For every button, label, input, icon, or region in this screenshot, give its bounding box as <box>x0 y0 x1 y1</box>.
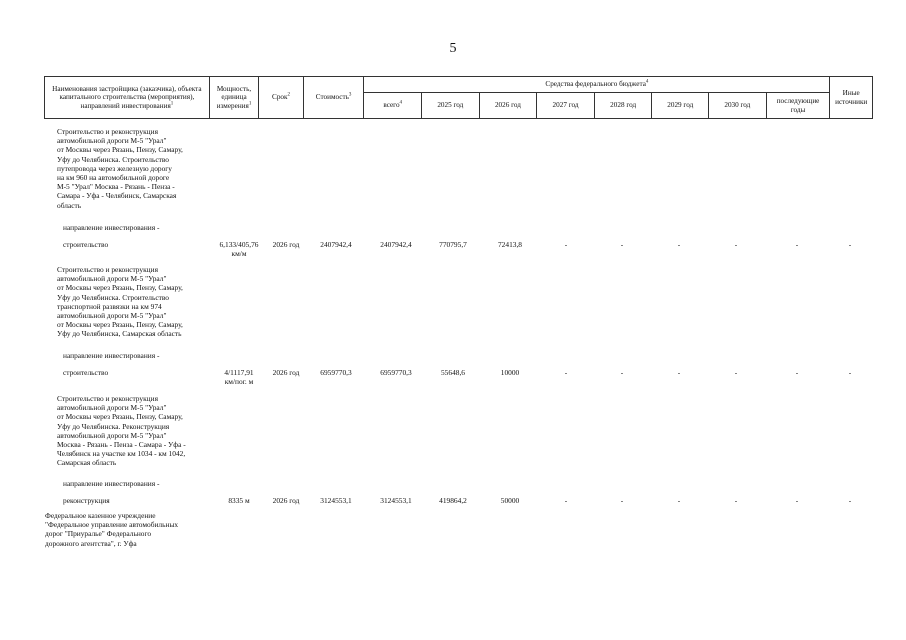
y2025-cell: 55648,6 <box>440 368 466 377</box>
header-year: 2030 год <box>709 93 767 119</box>
term-cell: 2026 год <box>272 368 300 377</box>
header-year: 2025 год <box>422 93 480 119</box>
y2027-cell: - <box>564 240 568 249</box>
later-years-cell: - <box>795 240 799 249</box>
row-label: строительство <box>63 368 109 377</box>
header-name: Наименования застройщика (заказчика), объекта капитального строительства (мероприятия), направлений инвестирования$^1$ <box>45 77 210 119</box>
term-cell: 2026 год <box>272 240 300 249</box>
object-description: Строительство и реконструкция автомобильной дороги М-5 "Урал" от Москвы через Рязань, Пензу, Самару, Уфу до Челябинска. Строительство транспортной развязки на км 974 автомобильной дороги М-5 "Урал" от Москвы через Рязань, Пензу, Самару, Уфу до Челябинска, Самарская область <box>57 265 183 339</box>
page-number: 5 <box>449 41 457 56</box>
capacity-cell: 4/1117,91 км/пог. м <box>224 368 254 387</box>
total-cell: 3124553,1 <box>380 496 412 505</box>
capacity-cell: 6,133/405,76 км/м <box>219 240 259 259</box>
cost-cell: 3124553,1 <box>320 496 352 505</box>
y2026-cell: 10000 <box>500 368 520 377</box>
term-cell: 2026 год <box>272 496 300 505</box>
header-year: 2029 год <box>652 93 709 119</box>
y2027-cell: - <box>564 496 568 505</box>
other-sources-cell: - <box>848 368 852 377</box>
y2025-cell: 770795,7 <box>439 240 467 249</box>
direction-label: направление инвестирования - <box>63 351 160 360</box>
header-cost: Стоимость$^3$ <box>303 77 364 119</box>
y2029-cell: - <box>677 368 681 377</box>
y2028-cell: - <box>620 496 624 505</box>
header-capacity: Мощность, единица измерения$^1$ <box>209 77 259 119</box>
cost-cell: 6959770,3 <box>320 368 352 377</box>
table-header <box>44 76 873 119</box>
direction-label: направление инвестирования - <box>63 479 160 488</box>
later-years-cell: - <box>795 496 799 505</box>
y2025-cell: 419864,2 <box>439 496 467 505</box>
header-other-sources: Иные источники <box>830 77 873 119</box>
y2028-cell: - <box>620 240 624 249</box>
later-years-cell: - <box>795 368 799 377</box>
row-label: реконструкция <box>63 496 110 505</box>
header-year: 2026 год <box>479 93 537 119</box>
cost-cell: 2407942,4 <box>320 240 352 249</box>
organization-name: Федеральное казенное учреждение "Федеральное управление автомобильных дорог "Приуралье" Федерального дорожного агентства", г. Уфа <box>45 511 179 548</box>
y2028-cell: - <box>620 368 624 377</box>
total-cell: 6959770,3 <box>380 368 412 377</box>
other-sources-cell: - <box>848 240 852 249</box>
header-year: 2028 год <box>594 93 652 119</box>
header-total: всего$^4$ <box>364 93 422 119</box>
direction-label: направление инвестирования - <box>63 223 160 232</box>
y2026-cell: 72413,8 <box>497 240 523 249</box>
total-cell: 2407942,4 <box>380 240 412 249</box>
y2030-cell: - <box>734 240 738 249</box>
capacity-cell: 8335 м <box>228 496 250 505</box>
object-description: Строительство и реконструкция автомобильной дороги М-5 "Урал" от Москвы через Рязань, Пензу, Самару, Уфу до Челябинска. Реконструкция автомобильной дороги М-5 "Урал" Москва - Рязань - Пенза - Самара - Уфа - Челябинск на участке км 1034 - км 1042, Самарская область <box>57 394 186 468</box>
header-term: Срок$^2$ <box>259 77 303 119</box>
y2029-cell: - <box>677 496 681 505</box>
row-label: строительство <box>63 240 109 249</box>
object-description: Строительство и реконструкция автомобильной дороги М-5 "Урал" от Москвы через Рязань, Пензу, Самару, Уфу до Челябинска. Строительство путепровода через железную дорогу на км 960 на автомобильной дороге М-5 "Урал" Москва - Рязань - Пенза - Самара - Уфа - Челябинск, Самарская область <box>57 127 183 210</box>
header-federal-budget: Средства федерального бюджета$^4$ <box>364 77 830 93</box>
y2030-cell: - <box>734 368 738 377</box>
other-sources-cell: - <box>848 496 852 505</box>
y2030-cell: - <box>734 496 738 505</box>
header-year: последующие годы <box>766 93 830 119</box>
y2027-cell: - <box>564 368 568 377</box>
header-year: 2027 год <box>537 93 595 119</box>
y2026-cell: 50000 <box>500 496 520 505</box>
y2029-cell: - <box>677 240 681 249</box>
